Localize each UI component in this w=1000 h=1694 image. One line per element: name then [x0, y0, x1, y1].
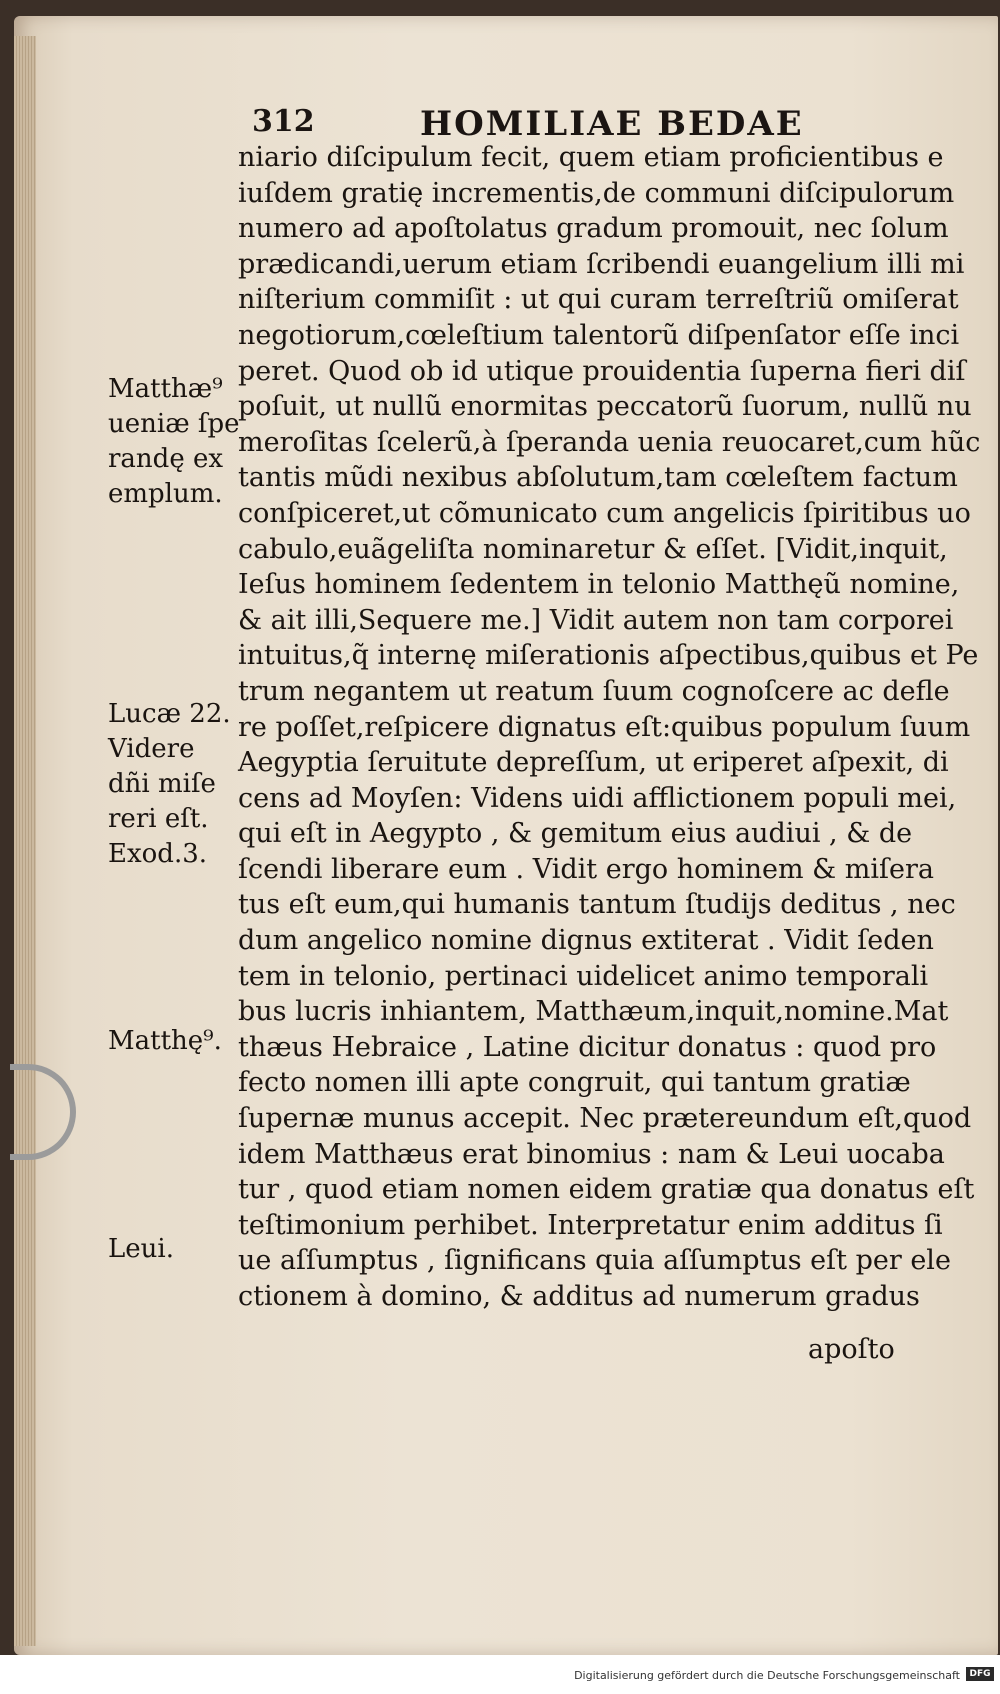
margin-note-leui — [108, 1232, 174, 1267]
margin-line: dñi miſe — [108, 769, 216, 799]
margin-note-lucae — [108, 697, 231, 872]
text-line: dum angelico nomine dignus extiterat . Vidit ſeden — [238, 925, 934, 957]
margin-line: Lucæ 22. — [108, 699, 231, 729]
body-text — [238, 140, 981, 1315]
text-line: idem Matthæus erat binomius : nam & Leui uocaba — [238, 1138, 945, 1170]
text-line: peret. Quod ob id utique prouidentia ſuperna fieri diſ — [238, 355, 966, 387]
text-line: fecto nomen illi apte congruit, qui tantum gratiæ — [238, 1067, 911, 1099]
margin-line: ueniæ ſpe — [108, 409, 240, 439]
text-line: cabulo,euãgeliſta nominaretur & eſſet. [Vidit,inquit, — [238, 533, 948, 565]
text-line: tem in telonio, pertinaci uidelicet animo temporali — [238, 960, 929, 992]
text-line: niario diſcipulum fecit, quem etiam proficientibus e — [238, 142, 944, 173]
dfg-logo: DFG — [966, 1667, 994, 1681]
margin-line: randę ex — [108, 444, 224, 474]
book-clasp — [10, 1064, 76, 1160]
margin-line: emplum. — [108, 479, 223, 509]
text-line: bus lucris inhiantem, Matthæum,inquit,nomine.Mat — [238, 996, 949, 1028]
text-line: numero ad apoſtolatus gradum promouit, nec ſolum — [238, 213, 949, 245]
margin-note-matthe — [108, 1024, 222, 1059]
text-line: tus eſt eum,qui humanis tantum ſtudijs deditus , nec — [238, 889, 956, 921]
text-line: conſpiceret,ut cõmunicato cum angelicis ſpiritibus uo — [238, 497, 971, 529]
margin-note-matthaeus — [108, 372, 240, 512]
footer-bar — [0, 1655, 1000, 1694]
text-line: Aegyptia ſeruitute depreſſum, ut eriperet aſpexit, di — [238, 747, 949, 779]
margin-line: Matthę⁹. — [108, 1026, 222, 1056]
running-title: HOMILIAE BEDAE — [420, 104, 804, 144]
text-line: Ieſus hominem ſedentem in telonio Matthęũ nomine, — [238, 569, 960, 601]
text-line: prædicandi,uerum etiam ſcribendi euangelium illi mi — [238, 248, 965, 280]
margin-line: reri eſt. — [108, 804, 209, 834]
text-line: cens ad Moyſen: Videns uidi afflictionem populi mei, — [238, 782, 957, 814]
catchword: apoſto — [808, 1334, 895, 1365]
text-line: ſcendi liberare eum . Vidit ergo hominem & miſera — [238, 853, 934, 885]
text-line: tur , quod etiam nomen eidem gratiæ qua donatus eſt — [238, 1174, 975, 1206]
text-line: meroſitas ſcelerũ,à ſperanda uenia reuocaret,cum hũc — [238, 426, 981, 458]
text-line: intuitus,q̃ internę miſerationis aſpectibus,quibus et Pe — [238, 640, 979, 672]
text-line: tantis mũdi nexibus abſolutum,tam cœleſtem factum — [238, 462, 958, 494]
footer-credit: Digitalisierung gefördert durch die Deutsche Forschungsgemeinschaft — [574, 1669, 960, 1682]
page-number: 312 — [252, 104, 315, 139]
text-line: teſtimonium perhibet. Interpretatur enim additus ſi — [238, 1209, 943, 1241]
margin-line: Matthæ⁹ — [108, 374, 223, 404]
text-line: trum negantem ut reatum ſuum cognoſcere ac defle — [238, 675, 950, 707]
text-line: iuſdem gratię incrementis,de communi diſcipulorum — [238, 177, 955, 209]
margin-line: Videre — [108, 734, 195, 764]
margin-line: Exod.3. — [108, 839, 208, 869]
text-line: qui eſt in Aegypto , & gemitum eius audiui , & de — [238, 818, 913, 850]
page-edges — [14, 36, 36, 1646]
text-line: ue aſſumptus , ſignificans quia aſſumptus eſt per ele — [238, 1245, 951, 1277]
text-line: poſuit, ut nullũ enormitas peccatorũ ſuorum, nullũ nu — [238, 391, 972, 423]
text-line: re poſſet,reſpicere dignatus eſt:quibus populum ſuum — [238, 711, 971, 743]
text-line: niſterium commiſit : ut qui curam terreſtriũ omiſerat — [238, 284, 959, 316]
text-line: thæus Hebraice , Latine dicitur donatus : quod pro — [238, 1031, 937, 1063]
text-line: ctionem à domino, & additus ad numerum gradus — [238, 1281, 920, 1312]
margin-line: Leui. — [108, 1234, 174, 1264]
text-line: ſupernæ munus accepit. Nec prætereundum eſt,quod — [238, 1103, 972, 1135]
text-line: & ait illi,Sequere me.] Vidit autem non tam corporei — [238, 604, 954, 636]
text-line: negotiorum,cœleſtium talentorũ diſpenſator eſſe inci — [238, 319, 960, 351]
